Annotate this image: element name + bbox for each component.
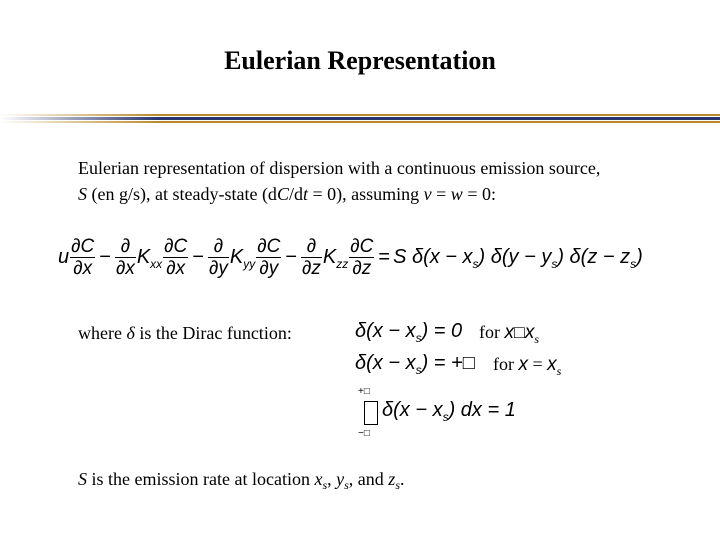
subscript: s xyxy=(551,256,558,271)
minus-sign: − xyxy=(285,245,298,268)
dirac-row-1-condition xyxy=(479,322,539,347)
intro-paragraph xyxy=(78,155,698,207)
x-symbol: x xyxy=(504,322,514,343)
footer-text: , and xyxy=(348,469,389,489)
numerator: ∂ xyxy=(301,236,322,258)
rhs-term: ) xyxy=(636,245,643,268)
footer-text: , xyxy=(327,469,337,489)
label-text: where xyxy=(78,323,127,343)
v-symbol: v xyxy=(423,184,432,204)
dirac-integral xyxy=(356,386,516,442)
subscript: s xyxy=(472,256,479,271)
title-rule-fade xyxy=(0,114,160,124)
subscript: s xyxy=(322,478,328,492)
fraction-d-dy xyxy=(208,236,229,279)
subscript: s xyxy=(415,363,422,377)
numerator: ∂ xyxy=(208,236,229,258)
integral-lower-limit: −□ xyxy=(358,428,370,439)
w-symbol: w xyxy=(450,184,463,204)
subscript: s xyxy=(344,478,349,492)
fraction-dcdy xyxy=(256,236,281,279)
fraction-dcdz xyxy=(349,236,374,279)
delta-rhs: ) = + xyxy=(421,352,463,374)
u-symbol: u xyxy=(58,245,70,268)
subscript: xx xyxy=(150,256,163,271)
delta-rhs: ) = 0 xyxy=(421,320,463,342)
conc-symbol: C xyxy=(276,184,289,204)
subscript: s xyxy=(630,256,637,271)
intro-text: = 0: xyxy=(462,184,496,204)
intro-text: = xyxy=(431,184,451,204)
subscript: s xyxy=(415,331,422,345)
footer-text: is the emission rate at location xyxy=(87,469,315,489)
rhs-term: S δ(x − x xyxy=(393,245,473,268)
k-symbol: K xyxy=(136,245,151,268)
fraction-dcdx xyxy=(70,236,95,279)
delta-lhs: δ(x − x xyxy=(355,320,416,342)
slide-title: Eulerian Representation xyxy=(224,46,496,75)
rhs-term: ) δ(y − y xyxy=(478,245,552,268)
k-symbol: K xyxy=(229,245,244,268)
dirac-row-2 xyxy=(355,352,475,377)
source-symbol: S xyxy=(78,469,87,489)
subscript: yy xyxy=(243,256,256,271)
denominator: ∂x xyxy=(115,258,135,279)
y-symbol: y xyxy=(336,469,345,489)
subscript: s xyxy=(534,332,540,346)
denominator: ∂x xyxy=(166,258,186,279)
intro-text: = 0), assuming xyxy=(307,184,424,204)
numerator: ∂C xyxy=(164,236,188,257)
denominator: ∂z xyxy=(302,258,321,279)
denominator: ∂x xyxy=(73,258,93,279)
delta-lhs: δ(x − x xyxy=(382,399,443,421)
dirac-row-1 xyxy=(355,320,462,345)
intro-text: (en g/s), at steady-state (d xyxy=(87,184,277,204)
fraction-d-dx xyxy=(115,236,136,279)
integral-body xyxy=(382,399,516,424)
delta-rhs: ) dx = 1 xyxy=(448,399,516,421)
subscript: zz xyxy=(336,256,349,271)
x-symbol: x xyxy=(314,469,323,489)
denominator: ∂y xyxy=(208,258,228,279)
missing-glyph-box: □ xyxy=(514,322,525,342)
x-symbol: x xyxy=(518,354,528,375)
subscript: s xyxy=(442,410,449,424)
x-symbol: x xyxy=(547,354,557,375)
missing-glyph-box: □ xyxy=(462,352,475,374)
integral-sign xyxy=(364,401,378,425)
fraction-d-dz xyxy=(301,236,322,279)
label-text: is the Dirac function: xyxy=(134,323,292,343)
footer-text: . xyxy=(399,469,405,489)
integral-upper-limit: +□ xyxy=(358,386,370,397)
x-symbol: x xyxy=(524,322,535,343)
dispersion-equation xyxy=(58,236,643,279)
delta-lhs: δ(x − x xyxy=(355,352,416,374)
denominator: ∂z xyxy=(352,258,372,279)
denominator: ∂y xyxy=(259,258,279,279)
intro-line-2 xyxy=(78,181,698,207)
dirac-row-2-condition xyxy=(493,354,561,379)
numerator: ∂C xyxy=(71,236,95,257)
minus-sign: − xyxy=(192,245,204,268)
numerator: ∂ xyxy=(115,236,136,258)
equals-sign: = xyxy=(378,245,391,268)
cond-text: = xyxy=(528,354,548,374)
source-symbol: S xyxy=(78,184,87,204)
intro-text: /d xyxy=(288,184,303,204)
subscript: s xyxy=(395,478,400,492)
cond-text: for xyxy=(479,322,505,342)
numerator: ∂C xyxy=(257,236,281,257)
rhs-term: ) δ(z − z xyxy=(557,245,631,268)
minus-sign: − xyxy=(99,245,111,268)
z-symbol: z xyxy=(388,469,396,489)
k-symbol: K xyxy=(322,245,337,268)
delta-symbol: δ xyxy=(126,323,135,343)
footer-note xyxy=(78,469,404,493)
subscript: s xyxy=(556,364,562,378)
dirac-label xyxy=(78,323,292,344)
time-symbol: t xyxy=(302,184,308,204)
intro-line-1: Eulerian representation of dispersion with a continuous emission source, xyxy=(78,158,601,178)
cond-text: for xyxy=(493,354,519,374)
fraction-dcdx-2 xyxy=(163,236,188,279)
numerator: ∂C xyxy=(350,236,374,257)
